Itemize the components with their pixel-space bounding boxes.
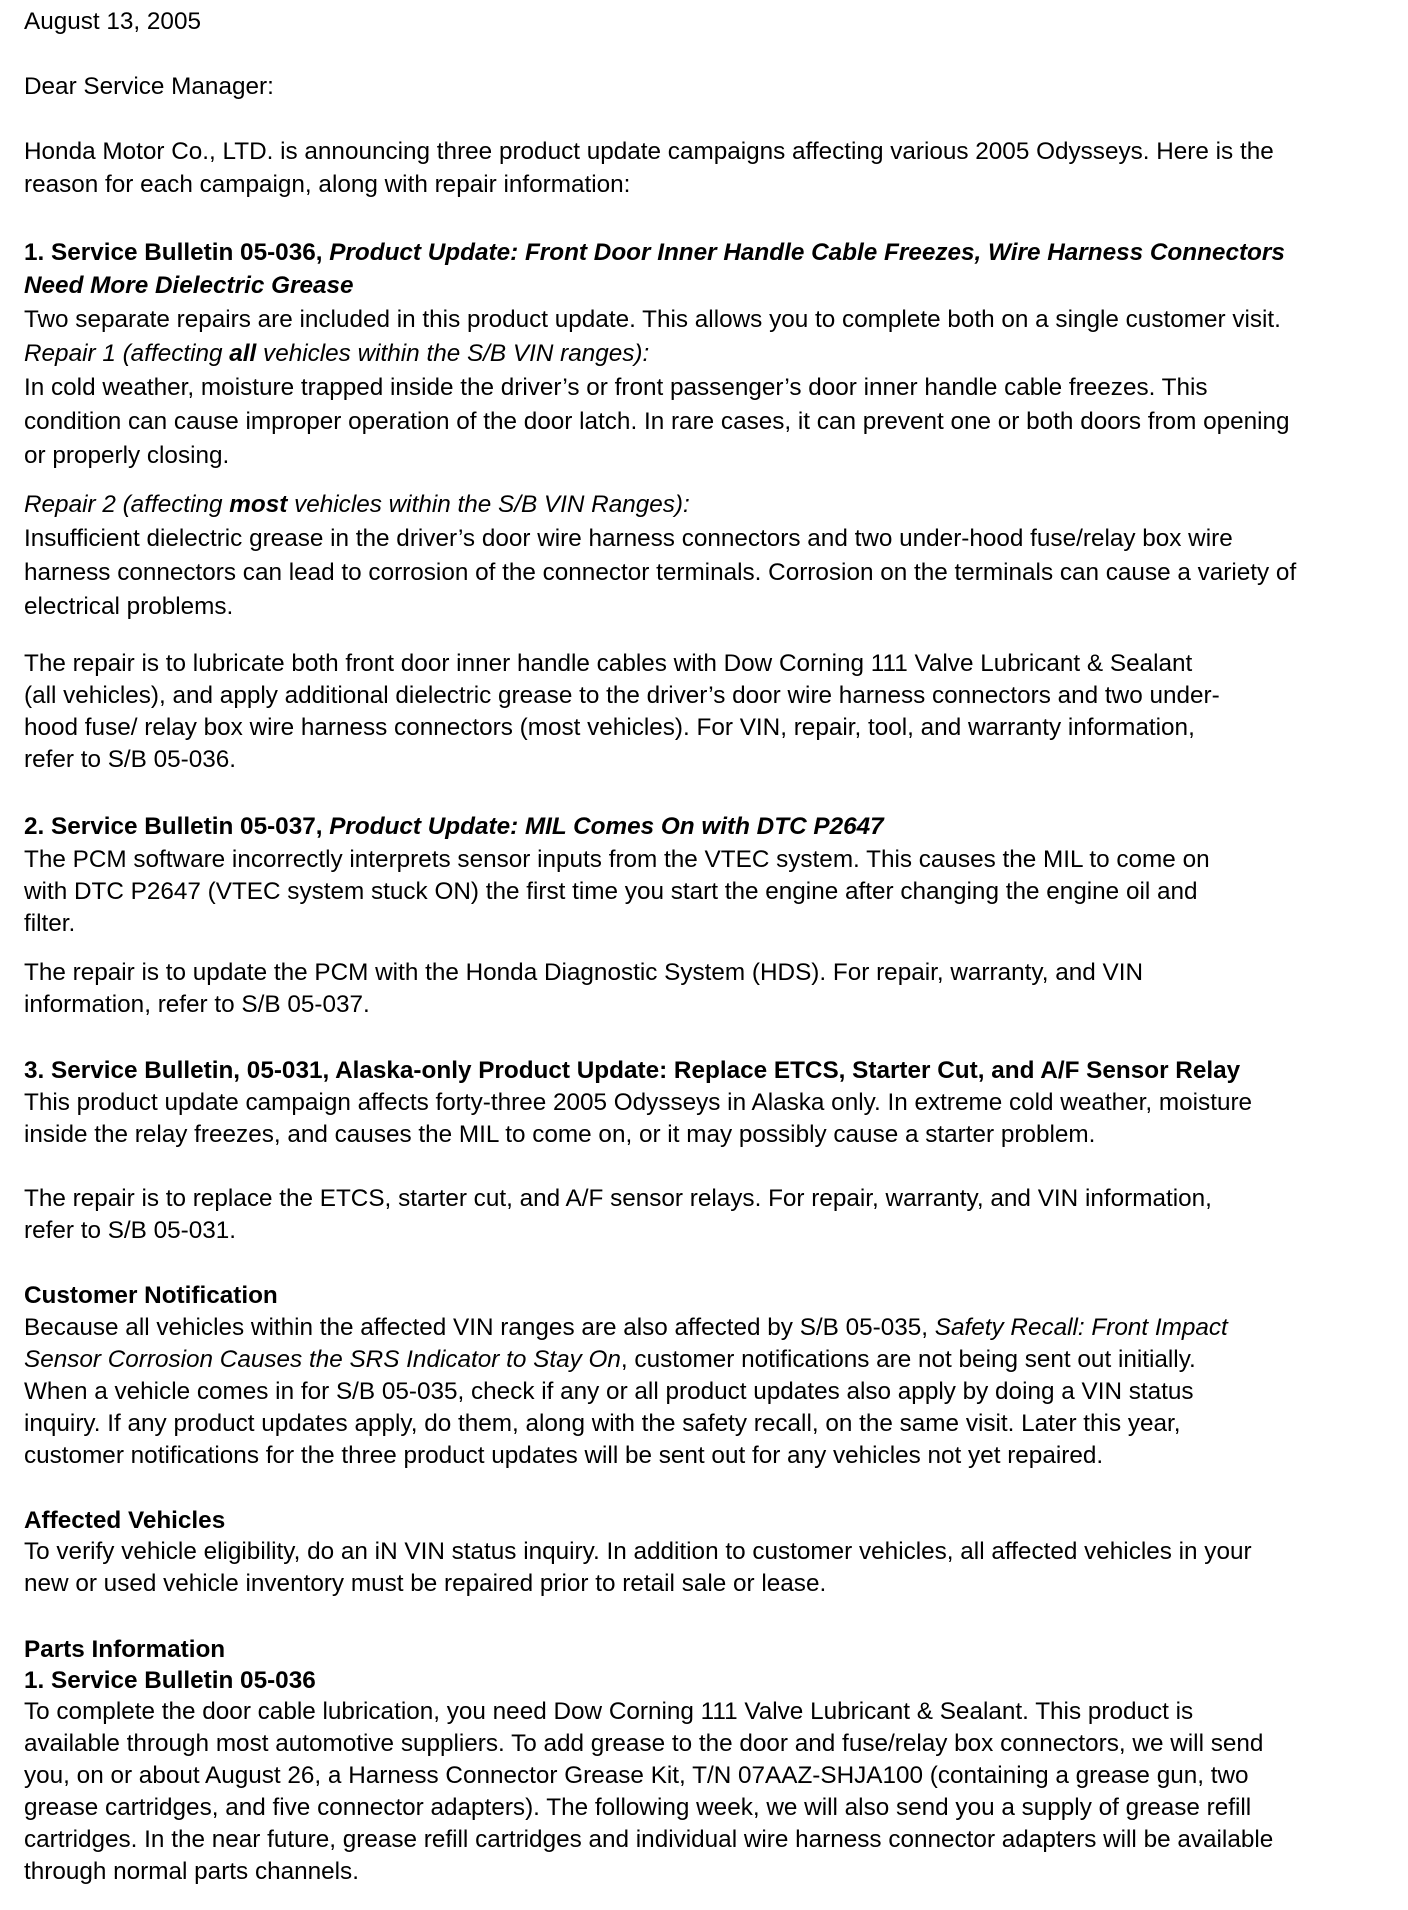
cn-recall-title: Safety Recall: Front Impact	[934, 1314, 1228, 1341]
sb1-heading-title-cont: Need More Dielectric Grease	[24, 272, 354, 299]
sb2-line: filter.	[24, 910, 76, 937]
cn-recall-title-cont: Sensor Corrosion Causes the SRS Indicator to Stay On	[24, 1346, 621, 1373]
cn-text: Because all vehicles within the affected VIN ranges are also affected by S/B 05-035,	[24, 1314, 935, 1341]
parts-information-subheading: 1. Service Bulletin 05-036	[24, 1667, 316, 1694]
affected-vehicles-heading: Affected Vehicles	[24, 1507, 226, 1534]
sb1-repair-line: hood fuse/ relay box wire harness connectors (most vehicles). For VIN, repair, tool, and warranty information,	[24, 714, 1195, 741]
sb2-line: with DTC P2647 (VTEC system stuck ON) the first time you start the engine after changing the engine oil and	[24, 878, 1198, 905]
sb1-heading-prefix: 1. Service Bulletin 05-036,	[24, 239, 330, 266]
affected-vehicles-line: To verify vehicle eligibility, do an iN VIN status inquiry. In addition to customer vehicles, all affected vehicles in your	[24, 1538, 1252, 1565]
sb1-repair1-line: In cold weather, moisture trapped inside the driver’s or front passenger’s door inner handle cable freezes. This	[24, 374, 1208, 401]
sb1-repair-line: (all vehicles), and apply additional dielectric grease to the driver’s door wire harness connectors and two under-	[24, 682, 1220, 709]
parts-information-line: available through most automotive suppliers. To add grease to the door and fuse/relay box connectors, we will send	[24, 1730, 1264, 1757]
parts-information-line: To complete the door cable lubrication, you need Dow Corning 111 Valve Lubricant & Sealant. This product is	[24, 1698, 1194, 1725]
customer-notification-line: inquiry. If any product updates apply, do them, along with the safety recall, on the same visit. Later this year,	[24, 1410, 1181, 1437]
customer-notification-line	[24, 1345, 1196, 1375]
parts-information-line: grease cartridges, and five connector adapters). The following week, we will also send you a supply of grease refill	[24, 1794, 1252, 1821]
customer-notification-line	[24, 1313, 1228, 1343]
sb1-repair2-line: electrical problems.	[24, 593, 234, 620]
sb1-repair2-line: harness connectors can lead to corrosion of the connector terminals. Corrosion on the terminals can cause a variety of	[24, 559, 1297, 586]
sb1-repair1-line: or properly closing.	[24, 442, 230, 469]
repair1-label-b: vehicles within the S/B VIN ranges):	[256, 340, 650, 367]
salutation: Dear Service Manager:	[24, 73, 274, 100]
intro-line: Honda Motor Co., LTD. is announcing three product update campaigns affecting various 2005 Odysseys. Here is the	[24, 138, 1274, 165]
sb1-heading	[24, 238, 1285, 268]
parts-information-heading: Parts Information	[24, 1636, 226, 1663]
sb1-repair1-line: condition can cause improper operation of the door latch. In rare cases, it can prevent one or both doors from opening	[24, 408, 1290, 435]
sb3-line: inside the relay freezes, and causes the MIL to come on, or it may possibly cause a starter problem.	[24, 1121, 1096, 1148]
parts-information-line: you, on or about August 26, a Harness Connector Grease Kit, T/N 07AAZ-SHJA100 (containing a grease gun, two	[24, 1762, 1249, 1789]
sb2-heading-title: Product Update: MIL Comes On with DTC P2647	[329, 813, 884, 840]
sb2-heading	[24, 812, 884, 842]
parts-information-line: through normal parts channels.	[24, 1858, 359, 1885]
customer-notification-line: When a vehicle comes in for S/B 05-035, check if any or all product updates also apply by doing a VIN status	[24, 1378, 1194, 1405]
repair1-label-a: Repair 1 (affecting	[24, 340, 230, 367]
sb1-repair-line: The repair is to lubricate both front door inner handle cables with Dow Corning 111 Valve Lubricant & Sealant	[24, 650, 1193, 677]
cn-text: , customer notifications are not being sent out initially.	[620, 1346, 1196, 1373]
repair1-label-bold: all	[229, 340, 257, 367]
sb1-heading-title: Product Update: Front Door Inner Handle Cable Freezes, Wire Harness Connectors	[329, 239, 1285, 266]
sb1-repair1-label	[24, 339, 649, 369]
sb1-repair-line: refer to S/B 05-036.	[24, 746, 237, 773]
affected-vehicles-line: new or used vehicle inventory must be repaired prior to retail sale or lease.	[24, 1570, 827, 1597]
sb1-paragraph: Two separate repairs are included in this product update. This allows you to complete both on a single customer visit.	[24, 306, 1281, 333]
sb3-repair-line: The repair is to replace the ETCS, starter cut, and A/F sensor relays. For repair, warranty, and VIN information,	[24, 1185, 1212, 1212]
sb3-repair-line: refer to S/B 05-031.	[24, 1217, 237, 1244]
repair2-label-b: vehicles within the S/B VIN Ranges):	[287, 491, 690, 518]
sb3-heading: 3. Service Bulletin, 05-031, Alaska-only Product Update: Replace ETCS, Starter Cut, and A/F Sensor Relay	[24, 1057, 1241, 1084]
sb2-repair-line: The repair is to update the PCM with the Honda Diagnostic System (HDS). For repair, warranty, and VIN	[24, 959, 1144, 986]
sb1-repair2-line: Insufficient dielectric grease in the driver’s door wire harness connectors and two under-hood fuse/relay box wire	[24, 525, 1233, 552]
sb3-line: This product update campaign affects forty-three 2005 Odysseys in Alaska only. In extreme cold weather, moisture	[24, 1089, 1253, 1116]
letter-date: August 13, 2005	[24, 8, 201, 35]
repair2-label-a: Repair 2 (affecting	[24, 491, 230, 518]
sb1-repair2-label	[24, 490, 690, 520]
sb2-heading-prefix: 2. Service Bulletin 05-037,	[24, 813, 330, 840]
sb2-repair-line: information, refer to S/B 05-037.	[24, 991, 370, 1018]
sb2-line: The PCM software incorrectly interprets sensor inputs from the VTEC system. This causes the MIL to come on	[24, 846, 1210, 873]
customer-notification-heading: Customer Notification	[24, 1282, 278, 1309]
customer-notification-line: customer notifications for the three product updates will be sent out for any vehicles not yet repaired.	[24, 1442, 1104, 1469]
parts-information-line: cartridges. In the near future, grease refill cartridges and individual wire harness connector adapters will be available	[24, 1826, 1274, 1853]
repair2-label-bold: most	[229, 491, 288, 518]
intro-line: reason for each campaign, along with repair information:	[24, 171, 631, 198]
